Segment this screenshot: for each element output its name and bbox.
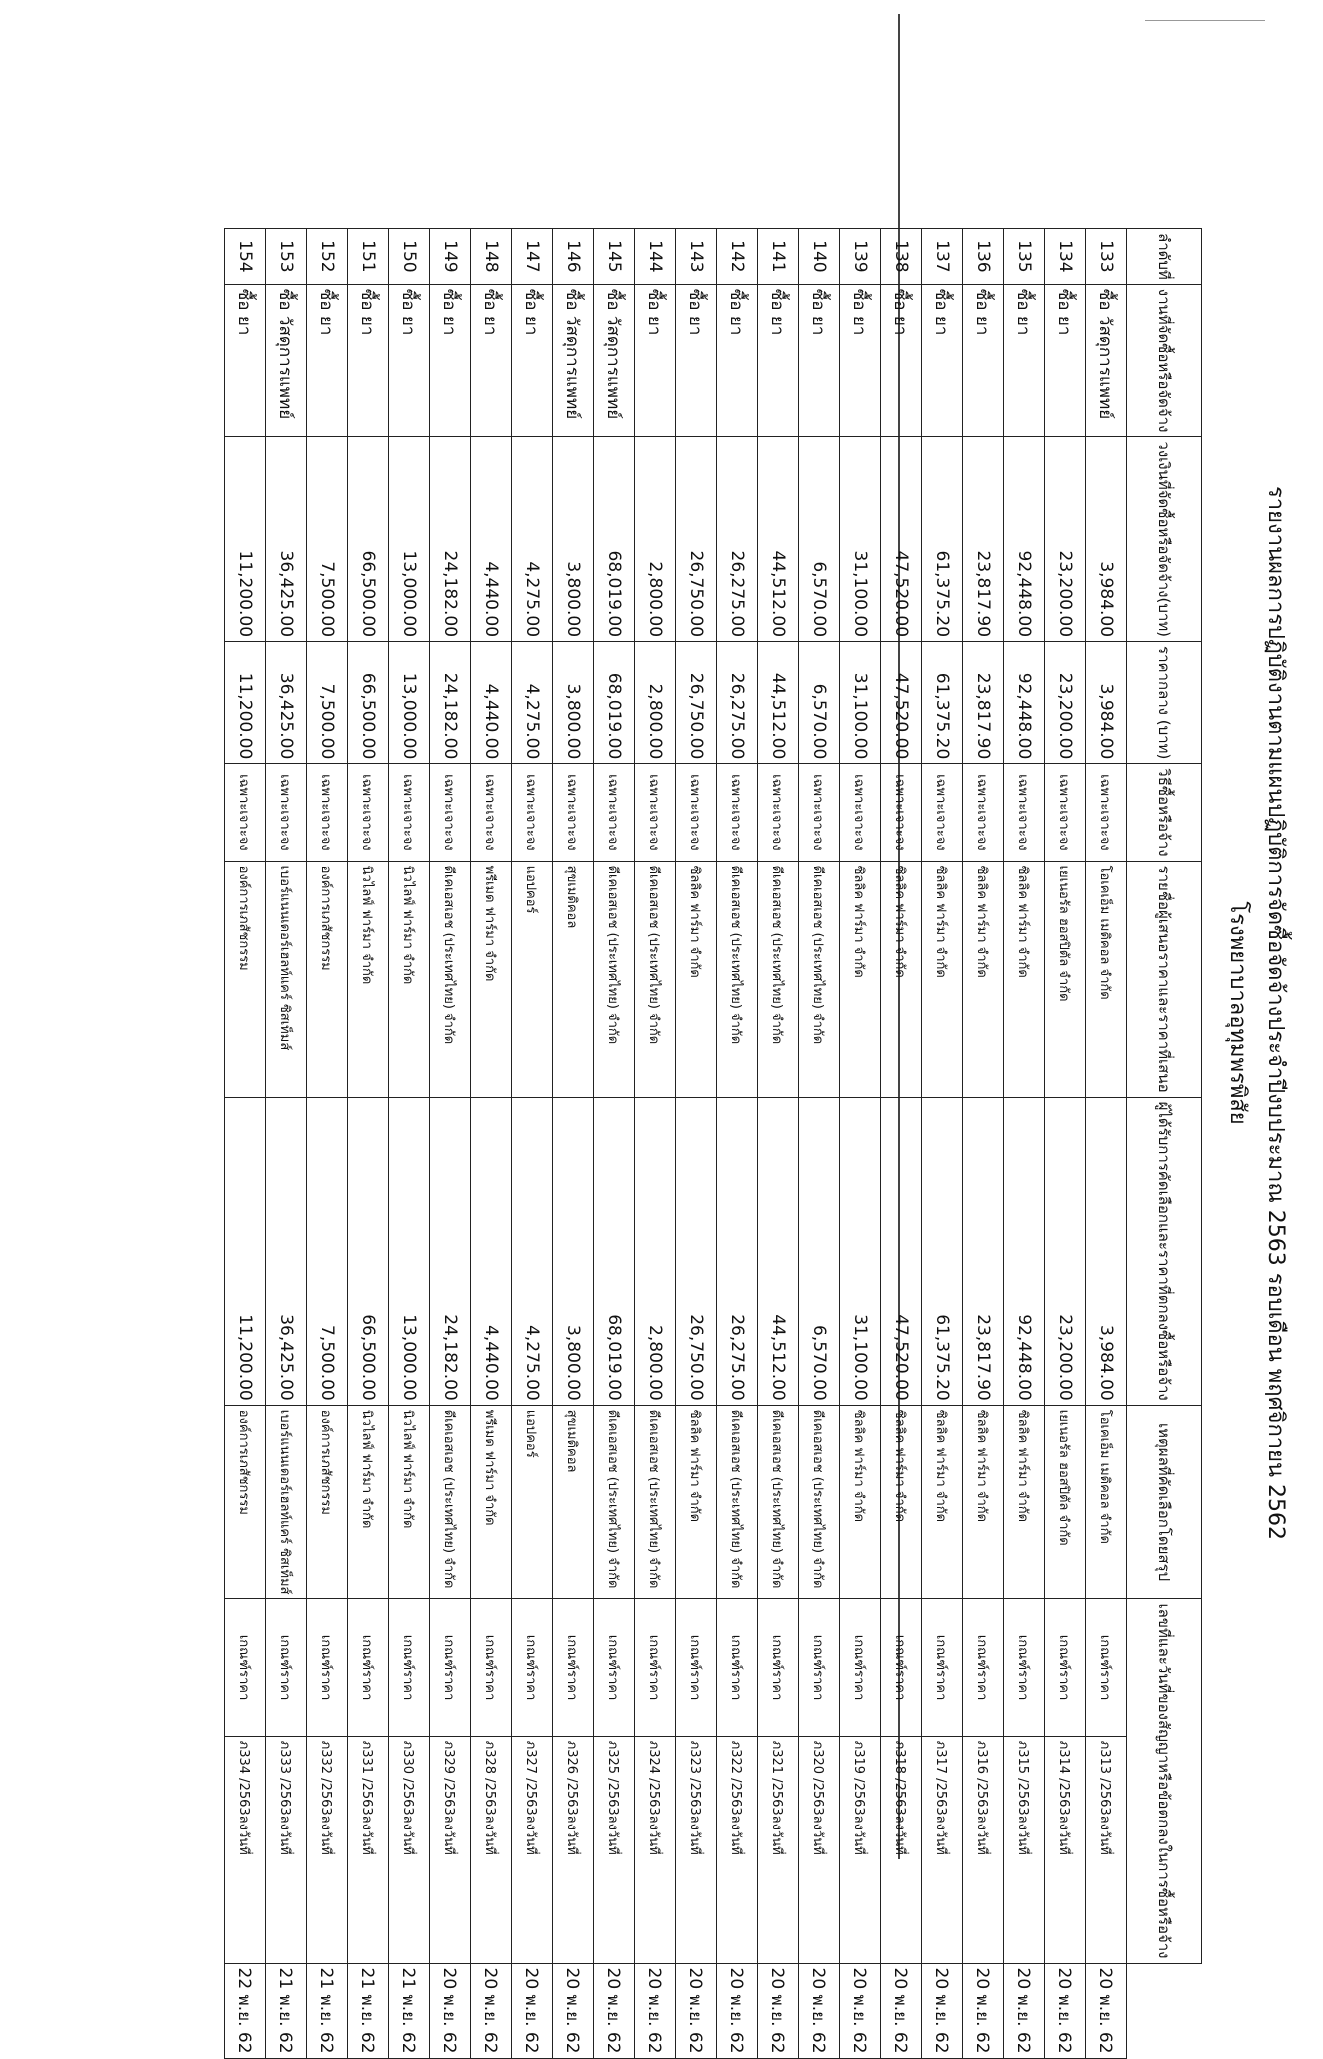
cell-bid: 13,000.00 <box>389 1097 430 1405</box>
cell-date: 20 พ.ย. 62 <box>594 1963 635 2058</box>
cell-date: 20 พ.ย. 62 <box>799 1963 840 2058</box>
cell-no: 147 <box>512 229 553 285</box>
cell-bid: 4,440.00 <box>471 1097 512 1405</box>
cell-budget: 68,019.00 <box>594 437 635 642</box>
table-row <box>307 229 348 2059</box>
cell-median: 7,500.00 <box>307 642 348 764</box>
cell-bidder: ดีเคเอสเอช (ประเทศไทย) จำกัด <box>430 861 471 1097</box>
cell-contract: ภ329 /2563ลงวันที่ <box>430 1736 471 1963</box>
cell-winner: ดีเคเอสเอช (ประเทศไทย) จำกัด <box>635 1405 676 1599</box>
cell-budget: 92,448.00 <box>1004 437 1045 642</box>
cell-bidder: สุขเมดิคอล <box>553 861 594 1097</box>
cell-budget: 13,000.00 <box>389 437 430 642</box>
cell-method: เฉพาะเจาะจง <box>840 764 881 861</box>
table-row <box>676 229 717 2059</box>
cell-bidder: ซิลลิค ฟาร์มา จำกัด <box>1004 861 1045 1097</box>
table-row <box>840 229 881 2059</box>
table-row <box>512 229 553 2059</box>
cell-reason: เกณฑ์ราคา <box>758 1599 799 1736</box>
cell-bid: 26,275.00 <box>717 1097 758 1405</box>
cell-reason: เกณฑ์ราคา <box>430 1599 471 1736</box>
cell-median: 6,570.00 <box>799 642 840 764</box>
cell-date: 20 พ.ย. 62 <box>717 1963 758 2058</box>
cell-item: ซื้อ ยา <box>348 284 389 437</box>
cell-date: 20 พ.ย. 62 <box>963 1963 1004 2058</box>
cell-bid: 2,800.00 <box>635 1097 676 1405</box>
table-row <box>348 229 389 2059</box>
cell-bid: 31,100.00 <box>840 1097 881 1405</box>
cell-reason: เกณฑ์ราคา <box>635 1599 676 1736</box>
cell-method: เฉพาะเจาะจง <box>1045 764 1086 861</box>
cell-item: ซื้อ ยา <box>963 284 1004 437</box>
cell-median: 11,200.00 <box>225 642 266 764</box>
cell-date: 20 พ.ย. 62 <box>1086 1963 1127 2058</box>
cell-method: เฉพาะเจาะจง <box>758 764 799 861</box>
report-title: รายงานผลการปฏิบัติงานตามแผนปฏิบัติการจัดซื้อจัดจ้างประจำปีงบประมาณ 2563 รอบเดือน พฤศจิกายน 2562 <box>1263 485 1288 1541</box>
cell-contract: ภ315 /2563ลงวันที่ <box>1004 1736 1045 1963</box>
cell-reason: เกณฑ์ราคา <box>799 1599 840 1736</box>
column-header: เลขที่และวันที่ของสัญญาหรือข้อตกลงในการซื้อหรือจ้าง <box>1127 1599 1202 1963</box>
cell-contract: ภ330 /2563ลงวันที่ <box>389 1736 430 1963</box>
cell-budget: 66,500.00 <box>348 437 389 642</box>
cell-budget: 2,800.00 <box>635 437 676 642</box>
cell-method: เฉพาะเจาะจง <box>512 764 553 861</box>
cell-budget: 23,200.00 <box>1045 437 1086 642</box>
cell-no: 154 <box>225 229 266 285</box>
cell-median: 61,375.20 <box>922 642 963 764</box>
cell-bid: 23,817.90 <box>963 1097 1004 1405</box>
cell-median: 3,984.00 <box>1086 642 1127 764</box>
cell-budget: 26,275.00 <box>717 437 758 642</box>
cell-contract: ภ313 /2563ลงวันที่ <box>1086 1736 1127 1963</box>
cell-median: 13,000.00 <box>389 642 430 764</box>
cell-method: เฉพาะเจาะจง <box>635 764 676 861</box>
cell-bidder: แอปคอร์ <box>512 861 553 1097</box>
cell-date: 21 พ.ย. 62 <box>389 1963 430 2058</box>
cell-winner: แอปคอร์ <box>512 1405 553 1599</box>
cell-date: 20 พ.ย. 62 <box>758 1963 799 2058</box>
cell-bidder: เบอร์แนนเดอร์เฮลท์แคร์ ซิสเท็มส์ <box>266 861 307 1097</box>
cell-bidder: ดีเคเอสเอช (ประเทศไทย) จำกัด <box>594 861 635 1097</box>
cell-bid: 44,512.00 <box>758 1097 799 1405</box>
cell-budget: 7,500.00 <box>307 437 348 642</box>
cell-method: เฉพาะเจาะจง <box>266 764 307 861</box>
cell-bidder: ซิลลิค ฟาร์มา จำกัด <box>676 861 717 1097</box>
cell-no: 153 <box>266 229 307 285</box>
cell-contract: ภ317 /2563ลงวันที่ <box>922 1736 963 1963</box>
cell-contract: ภ334 /2563ลงวันที่ <box>225 1736 266 1963</box>
cell-budget: 4,275.00 <box>512 437 553 642</box>
cell-item: ซื้อ ยา <box>758 284 799 437</box>
cell-winner: ซิลลิค ฟาร์มา จำกัด <box>840 1405 881 1599</box>
cell-reason: เกณฑ์ราคา <box>512 1599 553 1736</box>
cell-item: ซื้อ ยา <box>922 284 963 437</box>
cell-no: 136 <box>963 229 1004 285</box>
cell-winner: ซิลลิค ฟาร์มา จำกัด <box>881 1405 922 1599</box>
cell-bidder: นิวไลฟ์ ฟาร์มา จำกัด <box>348 861 389 1097</box>
cell-item: ซื้อ ยา <box>471 284 512 437</box>
cell-item: ซื้อ ยา <box>430 284 471 437</box>
cell-budget: 3,800.00 <box>553 437 594 642</box>
column-header: ผู้ได้รับการคัดเลือกและราคาที่ตกลงซื้อหรือจ้าง <box>1127 1097 1202 1405</box>
cell-reason: เกณฑ์ราคา <box>1086 1599 1127 1736</box>
cell-date: 20 พ.ย. 62 <box>922 1963 963 2058</box>
cell-winner: สุขเมดิคอล <box>553 1405 594 1599</box>
table-row <box>881 229 922 2059</box>
cell-method: เฉพาะเจาะจง <box>389 764 430 861</box>
cell-bid: 26,750.00 <box>676 1097 717 1405</box>
column-header: เหตุผลที่คัดเลือกโดยสรุป <box>1127 1405 1202 1599</box>
cell-no: 148 <box>471 229 512 285</box>
cell-date: 20 พ.ย. 62 <box>676 1963 717 2058</box>
cell-winner: นิวไลฟ์ ฟาร์มา จำกัด <box>389 1405 430 1599</box>
cell-method: เฉพาะเจาะจง <box>348 764 389 861</box>
cell-median: 68,019.00 <box>594 642 635 764</box>
cell-winner: ซิลลิค ฟาร์มา จำกัด <box>676 1405 717 1599</box>
cell-item: ซื้อ วัสดุการแพทย์ <box>594 284 635 437</box>
cell-no: 146 <box>553 229 594 285</box>
cell-winner: ดีเคเอสเอช (ประเทศไทย) จำกัด <box>758 1405 799 1599</box>
cell-reason: เกณฑ์ราคา <box>963 1599 1004 1736</box>
cell-median: 4,275.00 <box>512 642 553 764</box>
column-header: ลำดับที่ <box>1127 229 1202 285</box>
table-row <box>471 229 512 2059</box>
cell-contract: ภ318 /2563ลงวันที่ <box>881 1736 922 1963</box>
cell-item: ซื้อ ยา <box>676 284 717 437</box>
report-subtitle: โรงพยาบาลอุทุมพรพิสัย <box>1225 901 1250 1125</box>
cell-budget: 44,512.00 <box>758 437 799 642</box>
cell-item: ซื้อ วัสดุการแพทย์ <box>266 284 307 437</box>
cell-reason: เกณฑ์ราคา <box>266 1599 307 1736</box>
cell-date: 22 พ.ย. 62 <box>225 1963 266 2058</box>
cell-no: 135 <box>1004 229 1045 285</box>
cell-no: 144 <box>635 229 676 285</box>
cell-reason: เกณฑ์ราคา <box>348 1599 389 1736</box>
cell-budget: 23,817.90 <box>963 437 1004 642</box>
cell-item: ซื้อ วัสดุการแพทย์ <box>1086 284 1127 437</box>
cell-method: เฉพาะเจาะจง <box>717 764 758 861</box>
cell-no: 134 <box>1045 229 1086 285</box>
cell-bidder: ดีเคเอสเอช (ประเทศไทย) จำกัด <box>799 861 840 1097</box>
cell-reason: เกณฑ์ราคา <box>389 1599 430 1736</box>
table-row <box>799 229 840 2059</box>
cell-median: 23,817.90 <box>963 642 1004 764</box>
table-row <box>963 229 1004 2059</box>
cell-no: 150 <box>389 229 430 285</box>
cell-bid: 3,800.00 <box>553 1097 594 1405</box>
cell-median: 66,500.00 <box>348 642 389 764</box>
cell-no: 142 <box>717 229 758 285</box>
table-row <box>553 229 594 2059</box>
cell-method: เฉพาะเจาะจง <box>471 764 512 861</box>
table-row <box>922 229 963 2059</box>
cell-reason: เกณฑ์ราคา <box>307 1599 348 1736</box>
column-header: วงเงินที่จัดซื้อหรือจัดจ้าง(บาท) <box>1127 437 1202 642</box>
cell-bid: 92,448.00 <box>1004 1097 1045 1405</box>
cell-bidder: พรีเมด ฟาร์มา จำกัด <box>471 861 512 1097</box>
cell-reason: เกณฑ์ราคา <box>881 1599 922 1736</box>
cell-bidder: ซิลลิค ฟาร์มา จำกัด <box>881 861 922 1097</box>
cell-contract: ภ321 /2563ลงวันที่ <box>758 1736 799 1963</box>
table-row <box>430 229 471 2059</box>
table-row <box>225 229 266 2059</box>
cell-bid: 4,275.00 <box>512 1097 553 1405</box>
cell-winner: ดีเคเอสเอช (ประเทศไทย) จำกัด <box>594 1405 635 1599</box>
cell-median: 26,275.00 <box>717 642 758 764</box>
cell-item: ซื้อ ยา <box>840 284 881 437</box>
cell-contract: ภ328 /2563ลงวันที่ <box>471 1736 512 1963</box>
cell-method: เฉพาะเจาะจง <box>963 764 1004 861</box>
cell-no: 152 <box>307 229 348 285</box>
cell-method: เฉพาะเจาะจง <box>922 764 963 861</box>
cell-winner: ดีเคเอสเอช (ประเทศไทย) จำกัด <box>717 1405 758 1599</box>
cell-winner: องค์การเภสัชกรรม <box>307 1405 348 1599</box>
cell-date: 20 พ.ย. 62 <box>471 1963 512 2058</box>
cell-median: 92,448.00 <box>1004 642 1045 764</box>
cell-winner: ดีเคเอสเอช (ประเทศไทย) จำกัด <box>430 1405 471 1599</box>
cell-no: 145 <box>594 229 635 285</box>
cell-reason: เกณฑ์ราคา <box>1045 1599 1086 1736</box>
cell-budget: 36,425.00 <box>266 437 307 642</box>
cell-date: 20 พ.ย. 62 <box>881 1963 922 2058</box>
cell-bidder: เยเนอรัล ฮอสปิตัล จำกัด <box>1045 861 1086 1097</box>
cell-bidder: องค์การเภสัชกรรม <box>225 861 266 1097</box>
cell-budget: 24,182.00 <box>430 437 471 642</box>
cell-bid: 3,984.00 <box>1086 1097 1127 1405</box>
table-row <box>594 229 635 2059</box>
cell-no: 139 <box>840 229 881 285</box>
column-header: รายชื่อผู้เสนอราคาและราคาที่เสนอ <box>1127 861 1202 1097</box>
cell-budget: 3,984.00 <box>1086 437 1127 642</box>
cell-no: 137 <box>922 229 963 285</box>
cell-contract: ภ319 /2563ลงวันที่ <box>840 1736 881 1963</box>
cell-item: ซื้อ ยา <box>389 284 430 437</box>
cell-contract: ภ324 /2563ลงวันที่ <box>635 1736 676 1963</box>
cell-bid: 36,425.00 <box>266 1097 307 1405</box>
cell-contract: ภ322 /2563ลงวันที่ <box>717 1736 758 1963</box>
cell-budget: 47,520.00 <box>881 437 922 642</box>
cell-item: ซื้อ ยา <box>307 284 348 437</box>
table-row <box>635 229 676 2059</box>
cell-median: 24,182.00 <box>430 642 471 764</box>
table-body <box>225 229 1127 2059</box>
cell-item: ซื้อ ยา <box>512 284 553 437</box>
cell-method: เฉพาะเจาะจง <box>881 764 922 861</box>
table-row <box>717 229 758 2059</box>
cell-no: 140 <box>799 229 840 285</box>
cell-winner: ซิลลิค ฟาร์มา จำกัด <box>963 1405 1004 1599</box>
table-row <box>389 229 430 2059</box>
cell-winner: องค์การเภสัชกรรม <box>225 1405 266 1599</box>
column-header: ราคากลาง (บาท) <box>1127 642 1202 764</box>
cell-winner: พรีเมด ฟาร์มา จำกัด <box>471 1405 512 1599</box>
cell-bid: 66,500.00 <box>348 1097 389 1405</box>
cell-median: 44,512.00 <box>758 642 799 764</box>
cell-winner: เบอร์แนนเดอร์เฮลท์แคร์ ซิสเท็มส์ <box>266 1405 307 1599</box>
cell-date: 20 พ.ย. 62 <box>840 1963 881 2058</box>
cell-bid: 68,019.00 <box>594 1097 635 1405</box>
cell-reason: เกณฑ์ราคา <box>840 1599 881 1736</box>
cell-contract: ภ332 /2563ลงวันที่ <box>307 1736 348 1963</box>
cell-no: 143 <box>676 229 717 285</box>
cell-bidder: ดีเคเอสเอช (ประเทศไทย) จำกัด <box>635 861 676 1097</box>
cell-date: 21 พ.ย. 62 <box>348 1963 389 2058</box>
column-header: งานที่จัดซื้อหรือจัดจ้าง <box>1127 284 1202 437</box>
cell-no: 138 <box>881 229 922 285</box>
cell-date: 20 พ.ย. 62 <box>553 1963 594 2058</box>
cell-budget: 26,750.00 <box>676 437 717 642</box>
cell-date: 20 พ.ย. 62 <box>1004 1963 1045 2058</box>
cell-item: ซื้อ ยา <box>1004 284 1045 437</box>
cell-bid: 6,570.00 <box>799 1097 840 1405</box>
cell-bid: 7,500.00 <box>307 1097 348 1405</box>
cell-budget: 31,100.00 <box>840 437 881 642</box>
cell-no: 149 <box>430 229 471 285</box>
cell-reason: เกณฑ์ราคา <box>676 1599 717 1736</box>
cell-reason: เกณฑ์ราคา <box>1004 1599 1045 1736</box>
cell-budget: 61,375.20 <box>922 437 963 642</box>
cell-contract: ภ326 /2563ลงวันที่ <box>553 1736 594 1963</box>
column-header: วิธีซื้อหรือจ้าง <box>1127 764 1202 861</box>
cell-method: เฉพาะเจาะจง <box>225 764 266 861</box>
table-header-row <box>1127 229 1202 2059</box>
cell-contract: ภ325 /2563ลงวันที่ <box>594 1736 635 1963</box>
table-row <box>1045 229 1086 2059</box>
cell-date: 21 พ.ย. 62 <box>266 1963 307 2058</box>
table-row <box>758 229 799 2059</box>
cell-method: เฉพาะเจาะจง <box>553 764 594 861</box>
cell-median: 47,520.00 <box>881 642 922 764</box>
cell-no: 133 <box>1086 229 1127 285</box>
cell-bidder: ซิลลิค ฟาร์มา จำกัด <box>963 861 1004 1097</box>
cell-winner: ซิลลิค ฟาร์มา จำกัด <box>1004 1405 1045 1599</box>
table-row <box>1004 229 1045 2059</box>
cell-reason: เกณฑ์ราคา <box>717 1599 758 1736</box>
cell-median: 3,800.00 <box>553 642 594 764</box>
cell-contract: ภ327 /2563ลงวันที่ <box>512 1736 553 1963</box>
table-row <box>266 229 307 2059</box>
cell-method: เฉพาะเจาะจง <box>430 764 471 861</box>
scan-artifact <box>1145 20 1265 21</box>
cell-winner: ดีเคเอสเอช (ประเทศไทย) จำกัด <box>799 1405 840 1599</box>
cell-contract: ภ333 /2563ลงวันที่ <box>266 1736 307 1963</box>
cell-budget: 4,440.00 <box>471 437 512 642</box>
cell-bid: 47,520.00 <box>881 1097 922 1405</box>
cell-bidder: ดีเคเอสเอช (ประเทศไทย) จำกัด <box>758 861 799 1097</box>
cell-winner: โอเคเอ็ม เมดิคอล จำกัด <box>1086 1405 1127 1599</box>
cell-winner: นิวไลฟ์ ฟาร์มา จำกัด <box>348 1405 389 1599</box>
cell-winner: ซิลลิค ฟาร์มา จำกัด <box>922 1405 963 1599</box>
cell-item: ซื้อ ยา <box>635 284 676 437</box>
cell-bid: 11,200.00 <box>225 1097 266 1405</box>
cell-method: เฉพาะเจาะจง <box>676 764 717 861</box>
cell-method: เฉพาะเจาะจง <box>594 764 635 861</box>
cell-method: เฉพาะเจาะจง <box>307 764 348 861</box>
cell-contract: ภ316 /2563ลงวันที่ <box>963 1736 1004 1963</box>
cell-median: 2,800.00 <box>635 642 676 764</box>
cell-bidder: ซิลลิค ฟาร์มา จำกัด <box>840 861 881 1097</box>
cell-bid: 61,375.20 <box>922 1097 963 1405</box>
cell-date: 20 พ.ย. 62 <box>512 1963 553 2058</box>
cell-date: 20 พ.ย. 62 <box>430 1963 471 2058</box>
cell-median: 31,100.00 <box>840 642 881 764</box>
cell-reason: เกณฑ์ราคา <box>553 1599 594 1736</box>
cell-reason: เกณฑ์ราคา <box>594 1599 635 1736</box>
cell-median: 4,440.00 <box>471 642 512 764</box>
cell-bidder: ซิลลิค ฟาร์มา จำกัด <box>922 861 963 1097</box>
cell-budget: 11,200.00 <box>225 437 266 642</box>
cell-method: เฉพาะเจาะจง <box>1004 764 1045 861</box>
cell-bidder: ดีเคเอสเอช (ประเทศไทย) จำกัด <box>717 861 758 1097</box>
table-row <box>1086 229 1127 2059</box>
cell-no: 151 <box>348 229 389 285</box>
cell-bid: 23,200.00 <box>1045 1097 1086 1405</box>
cell-median: 23,200.00 <box>1045 642 1086 764</box>
cell-item: ซื้อ ยา <box>881 284 922 437</box>
cell-item: ซื้อ ยา <box>1045 284 1086 437</box>
cell-bidder: นิวไลฟ์ ฟาร์มา จำกัด <box>389 861 430 1097</box>
cell-no: 141 <box>758 229 799 285</box>
cell-item: ซื้อ ยา <box>717 284 758 437</box>
rotated-report <box>82 188 1312 2054</box>
cell-median: 36,425.00 <box>266 642 307 764</box>
cell-bid: 24,182.00 <box>430 1097 471 1405</box>
cell-contract: ภ320 /2563ลงวันที่ <box>799 1736 840 1963</box>
cell-contract: ภ314 /2563ลงวันที่ <box>1045 1736 1086 1963</box>
cell-budget: 6,570.00 <box>799 437 840 642</box>
cell-date: 21 พ.ย. 62 <box>307 1963 348 2058</box>
cell-date: 20 พ.ย. 62 <box>1045 1963 1086 2058</box>
cell-item: ซื้อ ยา <box>799 284 840 437</box>
cell-method: เฉพาะเจาะจง <box>799 764 840 861</box>
cell-item: ซื้อ วัสดุการแพทย์ <box>553 284 594 437</box>
cell-item: ซื้อ ยา <box>225 284 266 437</box>
cell-winner: เยเนอรัล ฮอสปิตัล จำกัด <box>1045 1405 1086 1599</box>
cell-reason: เกณฑ์ราคา <box>471 1599 512 1736</box>
cell-contract: ภ331 /2563ลงวันที่ <box>348 1736 389 1963</box>
cell-reason: เกณฑ์ราคา <box>922 1599 963 1736</box>
cell-median: 26,750.00 <box>676 642 717 764</box>
cell-method: เฉพาะเจาะจง <box>1086 764 1127 861</box>
procurement-table <box>224 228 1202 2059</box>
cell-contract: ภ323 /2563ลงวันที่ <box>676 1736 717 1963</box>
cell-reason: เกณฑ์ราคา <box>225 1599 266 1736</box>
cell-date: 20 พ.ย. 62 <box>635 1963 676 2058</box>
cell-bidder: องค์การเภสัชกรรม <box>307 861 348 1097</box>
cell-bidder: โอเคเอ็ม เมดิคอล จำกัด <box>1086 861 1127 1097</box>
